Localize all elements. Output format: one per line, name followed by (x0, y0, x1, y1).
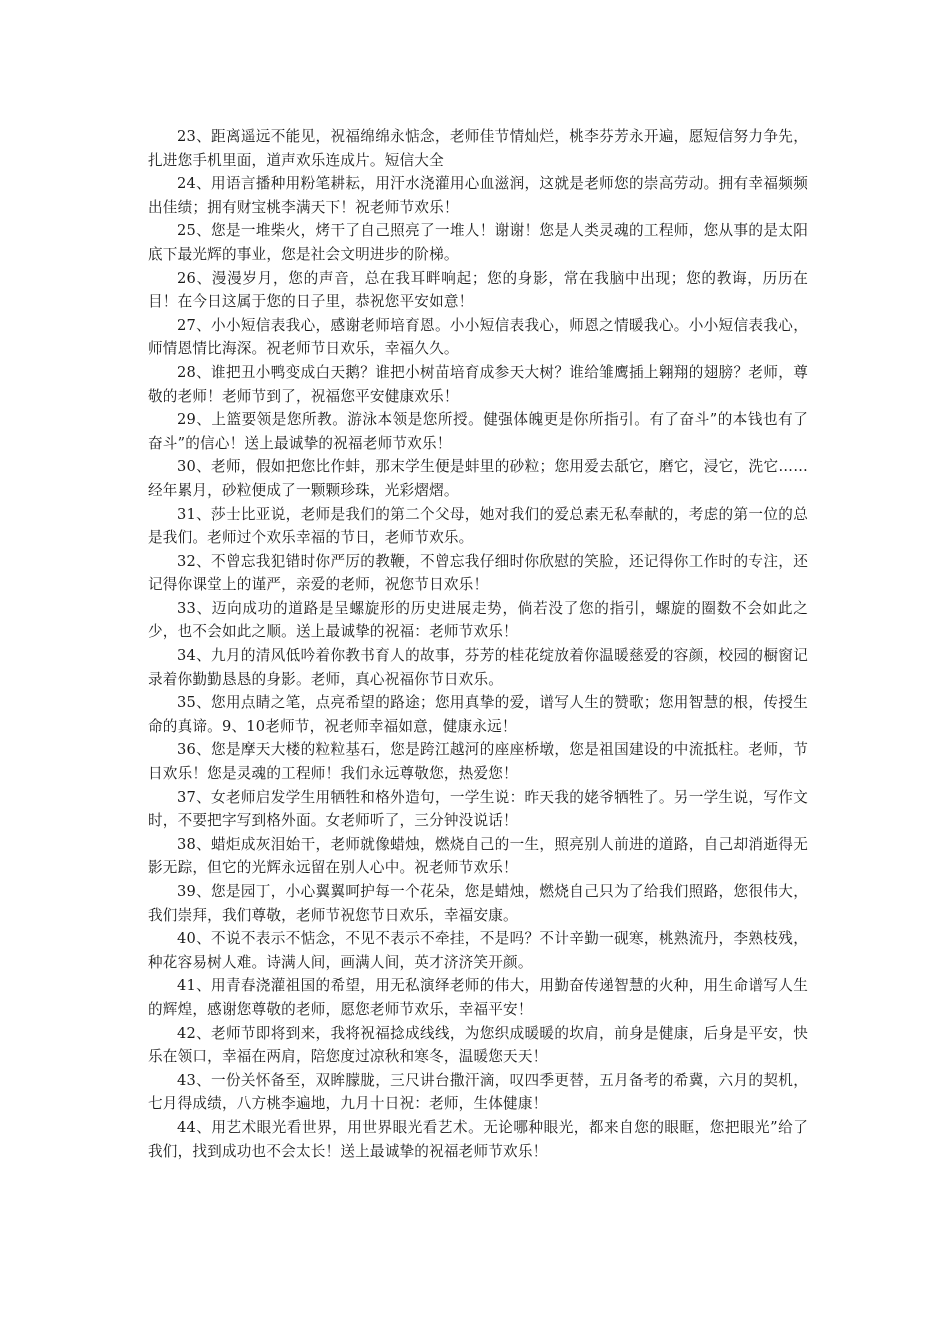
paragraph-26: 26、漫漫岁月，您的声音，总在我耳畔响起；您的身影，常在我脑中出现；您的教诲，历历在目！在今日这属于您的日子里，恭祝您平安如意！ (148, 269, 808, 311)
paragraph-27: 27、小小短信表我心，感谢老师培育恩。小小短信表我心，师恩之情暖我心。小小短信表我心，师情恩情比海深。祝老师节日欢乐，幸福久久。 (148, 316, 808, 358)
paragraph-31: 31、莎士比亚说，老师是我们的第二个父母，她对我们的爱总素无私奉献的，考虑的第一位的总是我们。老师过个欢乐幸福的节日，老师节欢乐。 (148, 505, 808, 547)
paragraph-38: 38、蜡炬成灰泪始干，老师就像蜡烛，燃烧自己的一生，照亮别人前进的道路，自己却消逝得无影无踪，但它的光辉永远留在别人心中。祝老师节欢乐！ (148, 835, 808, 877)
paragraph-35: 35、您用点睛之笔，点亮希望的路途；您用真挚的爱，谱写人生的赞歌；您用智慧的根，传授生命的真谛。9、10老师节，祝老师幸福如意，健康永远！ (148, 694, 808, 735)
paragraph-32: 32、不曾忘我犯错时你严厉的教鞭，不曾忘我仔细时你欣慰的笑脸，还记得你工作时的专注，还记得你课堂上的谨严，亲爱的老师，祝您节日欢乐！ (148, 552, 808, 594)
paragraph-34: 34、九月的清风低吟着你教书育人的故事，芬芳的桂花绽放着你温暖慈爱的容颜，校园的橱窗记录着你勤勤恳恳的身影。老师，真心祝福你节日欢乐。 (148, 647, 808, 688)
paragraph-43: 43、一份关怀备至，双眸朦胧，三尺讲台撒汗滴，叹四季更替，五月备考的希冀，六月的契机，七月得成绩，八方桃李遍地，九月十日祝：老师，生体健康！ (148, 1071, 808, 1113)
paragraph-44: 44、用艺术眼光看世界，用世界眼光看艺术。无论哪种眼光，都来自您的眼眶，您把眼光”给了我们，找到成功也不会太长！送上最诚挚的祝福老师节欢乐！ (148, 1118, 808, 1160)
paragraph-40: 40、不说不表示不惦念，不见不表示不牵挂，不是吗？不计辛勤一砚寒，桃熟流丹，李熟枝残，种花容易树人难。诗满人间，画满人间，英才济济笑开颜。 (148, 930, 808, 971)
paragraph-37: 37、女老师启发学生用牺牲和格外造句，一学生说：昨天我的姥爷牺牲了。另一学生说，写作文时，不要把字写到格外面。女老师听了，三分钟没说话！ (148, 788, 808, 830)
paragraph-42: 42、老师节即将到来，我将祝福捻成线线，为您织成暖暖的坎肩，前身是健康，后身是平安，快乐在领口，幸福在两肩，陪您度过凉秋和寒冬，温暖您天天！ (148, 1024, 808, 1066)
paragraph-33: 33、迈向成功的道路是呈螺旋形的历史进展走势，倘若没了您的指引，螺旋的圈数不会如此之少，也不会如此之顺。送上最诚挚的祝福：老师节欢乐！ (148, 599, 808, 641)
paragraph-30: 30、老师，假如把您比作蚌，那末学生便是蚌里的砂粒；您用爱去舐它，磨它，浸它，洗它……经年累月，砂粒便成了一颗颗珍珠，光彩熠熠。 (148, 458, 808, 499)
paragraph-39: 39、您是园丁，小心翼翼呵护每一个花朵，您是蜡烛，燃烧自己只为了给我们照路，您很伟大，我们崇拜，我们尊敬，老师节祝您节日欢乐，幸福安康。 (148, 883, 808, 924)
paragraph-36: 36、您是摩天大楼的粒粒基石，您是跨江越河的座座桥墩，您是祖国建设的中流抵柱。老师，节日欢乐！您是灵魂的工程师！我们永远尊敬您，热爱您！ (148, 741, 808, 783)
paragraph-23: 23、距离遥远不能见，祝福绵绵永惦念，老师佳节情灿烂，桃李芬芳永开遍，愿短信努力争先，扎进您手机里面，道声欢乐连成片。短信大全 (148, 128, 808, 169)
paragraph-41: 41、用青春浇灌祖国的希望，用无私演绎老师的伟大，用勤奋传递智慧的火种，用生命谱写人生的辉煌，感谢您尊敬的老师，愿您老师节欢乐，幸福平安！ (148, 977, 808, 1018)
paragraph-28: 28、谁把丑小鸭变成白天鹅？谁把小树苗培育成参天大树？谁给雏鹰插上翱翔的翅膀？老师，尊敬的老师！老师节到了，祝福您平安健康欢乐！ (148, 363, 808, 405)
document-body (148, 125, 808, 1163)
paragraph-24: 24、用语言播种用粉笔耕耘，用汗水浇灌用心血滋润，这就是老师您的崇高劳动。拥有幸福频频出佳绩；拥有财宝桃李满天下！祝老师节欢乐！ (148, 175, 808, 216)
paragraph-29: 29、上篮要领是您所教。游泳本领是您所授。健强体魄更是你所指引。有了奋斗”的本钱也有了奋斗”的信心！送上最诚挚的祝福老师节欢乐！ (148, 411, 808, 452)
paragraph-25: 25、您是一堆柴火，烤干了自己照亮了一堆人！谢谢！您是人类灵魂的工程师，您从事的是太阳底下最光辉的事业，您是社会文明进步的阶梯。 (148, 222, 808, 263)
